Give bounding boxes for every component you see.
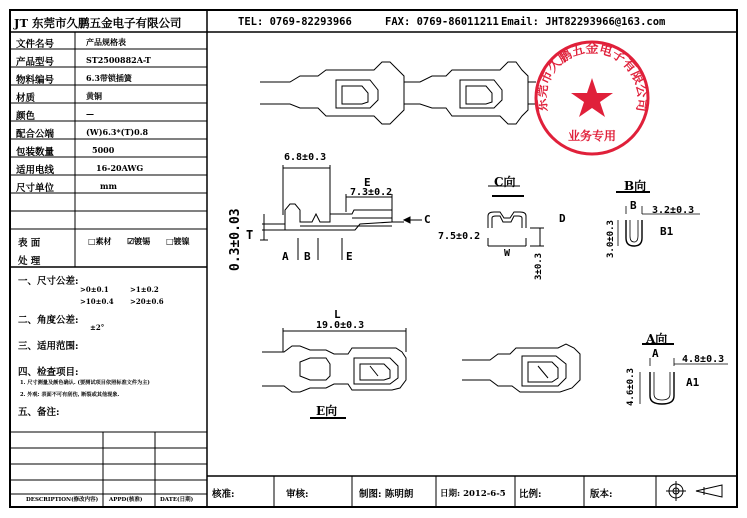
row-value-material: 黄铜	[86, 91, 102, 101]
dim-top-value: 6.8±0.3	[284, 152, 327, 163]
a-view-title: A向	[646, 332, 668, 346]
inspect-title: 四、检查项目:	[18, 367, 79, 378]
row-label-model: 产品型号	[16, 57, 55, 68]
inspect-item-2: 2. 外观: 表面不可有刮伤, 断裂或其他现象.	[20, 392, 120, 398]
drawing-date: 日期: 2012-6-5	[440, 489, 506, 499]
tolerance-title: 一、尺寸公差:	[18, 276, 79, 287]
revision-approved-header: APPD(核准)	[109, 497, 143, 503]
dim-t-value: 0.3±0.03	[228, 208, 243, 271]
row-value-color: —	[86, 109, 94, 119]
a-view-value: 4.8±0.3	[682, 354, 725, 365]
tolerance-2b: >20±0.6	[130, 297, 164, 306]
b-view-title: B向	[624, 179, 647, 193]
inspect-item-1: 1. 尺寸测量及颜色确认. (要测试项目依照标准文件为主)	[20, 380, 150, 386]
stamp-arc-text: 东莞市久鹏五金电子有限公司	[534, 41, 650, 113]
tolerance-1a: >0±0.1	[80, 285, 109, 294]
surface-label-2: 处 理	[18, 256, 41, 267]
e-view-title: E向	[316, 404, 338, 418]
row-label-material: 材质	[16, 93, 36, 104]
row-value-model: ST2500882A-T	[86, 55, 151, 65]
row-value-material-no: 6.3带锁插簧	[86, 73, 132, 83]
company-name: JT 东莞市久鹏五金电子有限公司	[14, 16, 182, 30]
b-view-height: 3.0±0.3	[606, 220, 616, 258]
dim-l-label: L	[334, 308, 341, 321]
surface-option-nickel: □镀镍	[166, 236, 190, 246]
marker-a: A	[282, 250, 289, 263]
row-value-unit: mm	[100, 181, 117, 191]
projection-symbol	[666, 481, 722, 501]
revision-date-header: DATE(日期)	[160, 497, 194, 503]
c-view-w: W	[504, 248, 511, 259]
row-value-packing: 5000	[92, 145, 115, 155]
marker-c: C	[424, 213, 431, 226]
stamp-bottom-text: 业务专用	[567, 129, 617, 143]
a-view-label: A	[652, 347, 659, 360]
marker-b: B	[304, 250, 311, 263]
row-value-wire: 16-20AWG	[96, 163, 144, 173]
tel-number: TEL: 0769-82293966	[238, 16, 352, 28]
surface-option-tin: ☑镀锡	[127, 236, 151, 246]
surface-label-1: 表 面	[18, 238, 41, 249]
row-label-mating: 配合公端	[16, 129, 55, 140]
marker-e: E	[346, 250, 353, 263]
side-view	[260, 165, 422, 260]
c-view-title: C向	[494, 175, 516, 189]
check-label: 核准:	[212, 489, 235, 500]
scale-label: 比例:	[519, 489, 542, 500]
b-view-b1: B1	[660, 225, 674, 238]
b-view-value: 3.2±0.3	[652, 205, 695, 216]
c-view-d: D	[559, 212, 566, 225]
row-label-wire: 适用电线	[16, 165, 55, 176]
dim-e-value: 7.3±0.2	[350, 187, 393, 198]
dim-t-label: T	[246, 228, 254, 242]
remark-title: 五、备注:	[18, 407, 60, 418]
dim-e-label: E	[364, 176, 371, 189]
e-view	[262, 328, 406, 392]
angle-title: 二、角度公差:	[18, 315, 79, 326]
terminal-strip-top	[260, 62, 536, 124]
surface-option-bare: □素材	[88, 236, 112, 246]
email-address: Email: JHT82293966@163.com	[501, 16, 666, 28]
row-value-mating: (W)6.3*(T)0.8	[86, 127, 149, 137]
row-label-packing: 包装数量	[16, 147, 55, 158]
row-label-file: 文件名号	[16, 39, 55, 50]
scope-title: 三、适用范围:	[18, 341, 79, 352]
row-label-material-no: 物料编号	[16, 75, 55, 86]
row-value-file: 产品规格表	[86, 37, 126, 47]
c-view-height: 3±0.3	[534, 252, 544, 280]
c-view-width: 7.5±0.2	[438, 231, 481, 242]
tolerance-2a: >10±0.4	[80, 297, 114, 306]
b-view-label: B	[630, 199, 637, 212]
a-view-height: 4.6±0.3	[626, 368, 636, 406]
tolerance-1b: >1±0.2	[130, 285, 159, 294]
drawn-by: 制图: 陈明朗	[359, 489, 414, 500]
row-label-unit: 尺寸单位	[16, 183, 55, 194]
revision-description-header: DESCRIPTION(修改内容)	[26, 497, 99, 503]
company-stamp	[534, 41, 651, 154]
a-view-a1: A1	[686, 376, 700, 389]
iso-view	[462, 344, 580, 392]
dim-l-value: 19.0±0.3	[316, 320, 365, 331]
version-label: 版本:	[590, 489, 613, 500]
review-label: 审核:	[286, 489, 309, 500]
row-label-color: 颜色	[16, 111, 36, 122]
fax-number: FAX: 0769-86011211	[385, 16, 499, 28]
angle-value: ±2°	[90, 323, 105, 332]
